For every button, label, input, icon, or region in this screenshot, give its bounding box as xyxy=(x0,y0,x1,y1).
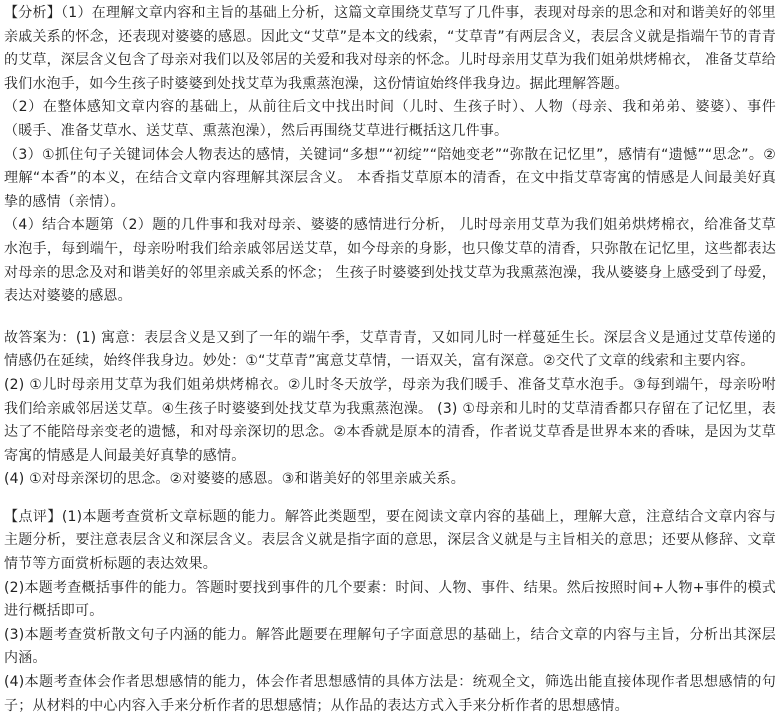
section-spacer xyxy=(4,492,776,506)
answer-paragraph-1: 故答案为：(1) 寓意：表层含义是又到了一年的端午季，艾草青青，又如同儿时一样蔓延生长。深层含义是通过艾草传递的情感仍在延续，始终伴我身边。妙处：①“艾草青”寓意艾草情，一语双关，富有深意。②交代了文章的线索和主要内容。 xyxy=(4,329,776,370)
comment-paragraph-2: (2)本题考查概括事件的能力。答题时要找到事件的几个要素：时间、人物、事件、结果。然后按照时间+人物+事件的模式进行概括即可。 xyxy=(4,579,776,620)
analysis-text-1: （1）在理解文章内容和主旨的基础上分析，这篇文章围绕艾草写了几件事，表现对母亲的思念和对和谐美好的邻里亲戚关系的怀念，还表现对婆婆的感恩。因此文“艾草”是本文的线索，“艾草青”有两层含义，表层含义就是指端午节的青青的艾草，深层含义包含了母亲对我们以及邻居的关爱和我对母亲的怀念。儿时母亲用艾草为我们姐弟烘烤棉衣， 准备艾草给我们水泡手，如今生孩子时婆婆到处找艾草为我熏蒸泡澡，这份情谊始终伴我身边。据此理解答题。 xyxy=(4,5,776,92)
analysis-paragraph-2: （2）在整体感知文章内容的基础上，从前往后文中找出时间（儿时、生孩子时）、人物（母亲、我和弟弟、婆婆）、事件（暖手、准备艾草水、送艾草、熏蒸泡澡），然后再围绕艾草进行概括这几件事。 xyxy=(4,99,776,139)
comment-paragraph-1: 【点评】(1)本题考查赏析文章标题的能力。解答此类题型，要在阅读文章内容的基础上，理解大意，注意结合文章内容与主题分析，要注意表层含义和深层含义。表层含义就是指字面的意思，深层含义就是与主旨相关的意思；还要从修辞、文章情节等方面赏析标题的表达效果。 xyxy=(4,508,776,573)
analysis-heading: 【分析】 xyxy=(4,5,62,21)
comment-paragraph-4: (4)本题考查体会作者思想感情的能力，体会作者思想感情的具体方法是：统观全文，筛选出能直接体现作者思想感情的句子；从材料的中心内容入手来分析作者的思想感情；从作品的表达方式入手来分析作者的思想感情。 xyxy=(4,674,776,714)
section-spacer xyxy=(4,309,776,327)
answer-paragraph-2: (2) ①儿时母亲用艾草为我们姐弟烘烤棉衣。②儿时冬天放学，母亲为我们暖手、准备艾草水泡手。③每到端午，母亲吩咐我们给亲戚邻居送艾草。④生孩子时婆婆到处找艾草为我熏蒸泡澡。 (3) ①母亲和儿时的艾草清香都只存留在了记忆里，表达了不能陪母亲变老的遗憾，和对母亲深切的思念。②本香就是原本的清香，作者说艾草香是世界本来的香味，是因为艾草寄寓的情感是人间最美好真挚的感情。 xyxy=(4,376,776,464)
answer-paragraph-3: (4) ①对母亲深切的思念。②对婆婆的感恩。③和谐美好的邻里亲戚关系。 xyxy=(4,471,465,488)
analysis-paragraph-3: （3）①抓住句子关键词体会人物表达的感情，关键词“多想”“初绽”“陪她变老”“弥散在记忆里”，感情有“遗憾”“思念”。②理解“本香”的本义，在结合文章内容理解其深层含义。 本香指艾草原本的清香，在文中指艾草寄寓的情感是人间最美好真挚的感情（亲情）。 xyxy=(4,146,776,210)
analysis-paragraph-4: （4）结合本题第（2）题的几件事和我对母亲、婆婆的感情进行分析， 儿时母亲用艾草为我们姐弟烘烤棉衣，给准备艾草水泡手，每到端午，母亲吩咐我们给亲戚邻居送艾草，如今母亲的身影，也只像艾草的清香，只弥散在记忆里，这些都表达对母亲的思念及对和谐美好的邻里亲戚关系的怀念； 生孩子时婆婆到处找艾草为我熏蒸泡澡，我从婆婆身上感受到了母爱，表达对婆婆的感恩。 xyxy=(4,217,776,305)
comment-paragraph-3: (3)本题考查赏析散文句子内涵的能力。解答此题要在理解句子字面意思的基础上，结合文章的内容与主旨，分析出其深层内涵。 xyxy=(4,626,776,667)
analysis-paragraph-1 xyxy=(4,2,776,96)
